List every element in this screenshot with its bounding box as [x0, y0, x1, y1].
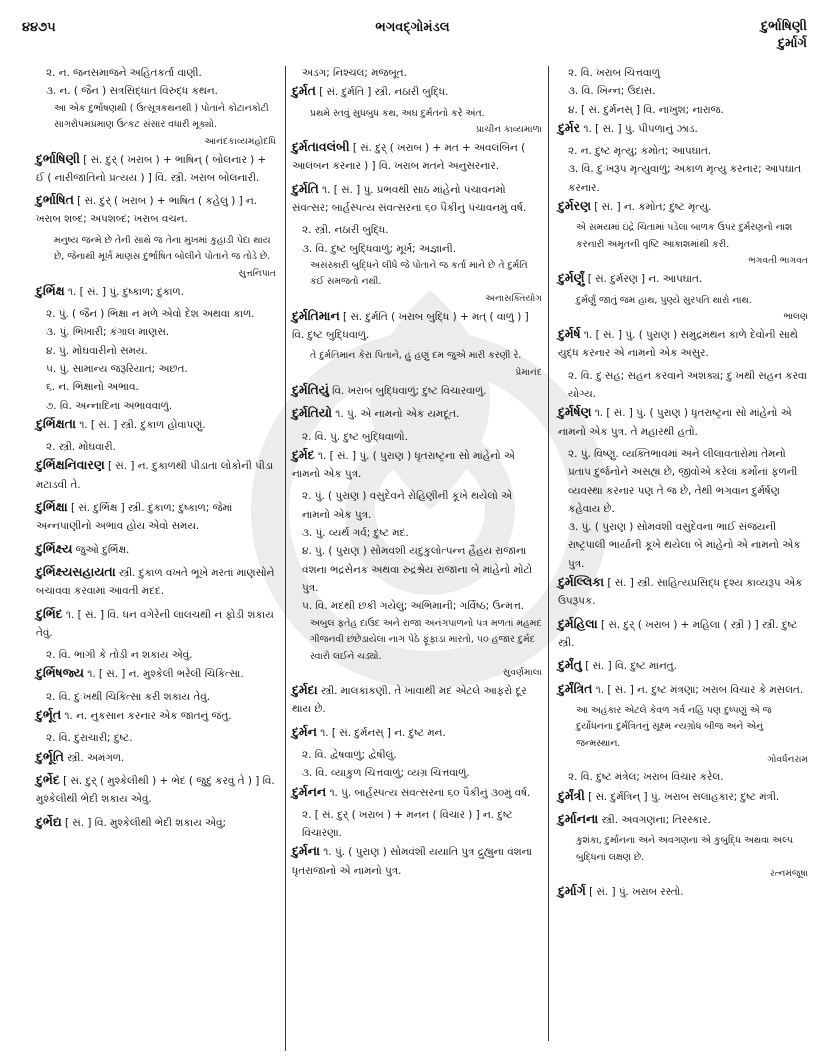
definition-sense: ૪. [ સં. દુર્મનસ્ ] વિ. નાખુશ; નારાજ.	[568, 103, 724, 116]
definition-sense: ૨. વિ. દુઃખથી ચિકિત્સા કરી શકાય તેવું.	[46, 690, 211, 703]
definition-sense: ૨. સ્ત્રી. નઠારી બુદ્ધિ.	[302, 224, 389, 237]
definition-sense: ૨. ન. દુષ્ટ મૃત્યુ; કમોત; આપઘાત.	[568, 145, 712, 158]
headword: દુર્મતાવલંબી	[292, 139, 350, 155]
dictionary-entry	[558, 325, 808, 363]
headword: દુર્ભેદ્ય	[36, 813, 62, 829]
dictionary-entry	[292, 138, 542, 176]
headword: દુર્ભિક્ષ્ય	[36, 540, 73, 556]
usage-quote: મનુષ્ય જન્મે છે તેની સાથે જ તેના મુખમાં કુહાડી પેદા થાય છે, જેનાથી મૂર્ખ માણસ દુર્ભાષિત બોલીને પોતાને જ તોડે છે.	[54, 234, 271, 263]
headword: દુર્મન	[292, 723, 317, 739]
definition: ૧. પું. એ નામનો એક યમદૂત.	[335, 408, 460, 421]
guide-word-first: દુર્ભાષિણી	[760, 19, 807, 34]
definition: ૧. [ સં. ] પું. દુષ્કાળ; દુકાળ.	[67, 285, 184, 298]
dictionary-entry	[558, 810, 808, 829]
usage-quote: કુશંકા, દુર્માનના અને અવગણના એ કુબુદ્ધિ અથવા અલ્પ બુદ્ધિનાં લક્ષણ છે.	[576, 835, 794, 863]
definition: [ સં. દુર્ ( ખરાબ ) + ભાષિત ( કહેલું ) ] ન. ખરાબ શબ્દ; અપશબ્દ; ખરાબ વચન.	[36, 195, 258, 226]
definition: વિ. ખરાબ બુદ્ધિવાળું; દુષ્ટ વિચારવાળું.	[332, 384, 487, 397]
definition-sense: ૫. પું. સામાન્ય જરૂરિયાત; અછત.	[46, 362, 188, 375]
definition: [ સં. દુર્મતિ ( ખરાબ બુદ્ધિ ) + મત્ ( વાળું ) ] વિ. દુષ્ટ બુદ્ધિવાળું.	[292, 310, 529, 342]
definition: ૧. પું. ( પુરાણ ) સોમવંશી યયાતિ પુત્ર દ્રુહ્યુના વંશના ધૃતરાજાનો એ નામનો પુત્ર.	[292, 846, 532, 877]
column-1	[36, 64, 276, 836]
headword: દુર્મતિયું	[292, 381, 329, 397]
definition: ૧. [ સં. ] વિ. ધન વગેરેની લાલચથી ન ફોડી શકાય તેવું.	[36, 608, 274, 639]
dictionary-entry	[558, 787, 808, 806]
definition-sense: ૩. પું. ( પુરાણ ) સોમવંશી વસુદેવના ભાઈ સંજયની રાષ્ટ્રપાલી ભાર્યાની કૂખે થયેલા બે માંહેનો એ નામનો એક પુત્ર.	[568, 521, 801, 570]
headword: દુર્ભેદ	[36, 771, 60, 787]
definition: ૧. [ સં. ] પું. ( પુરાણ ) ધૃતરાષ્ટ્રના સો માંહેનો એ નામનો એક પુત્ર. તે મહારથી હતો.	[558, 407, 792, 438]
headword: દુર્મંત્રિત	[558, 680, 593, 696]
definition-sense: ૨. પું. વિષ્ણુ. વ્યક્તિભાવમાં અને લીલાવતારોમાં તેમનો પ્રતાપ દુર્જનોને અસહ્ય છે, જીવોએ કરેલાં કર્મોનાં ફળની વ્યવસ્થા કરનાર પણ તે જ છે, તેથી ભગવાન દુર્મર્ષણ કહેવાય છે.	[568, 447, 798, 515]
headword: દુર્મનન	[292, 783, 327, 799]
dictionary-entry	[558, 882, 808, 901]
definition: [ સં. દુર્ ( ખરાબ ) + મહિલા ( સ્ત્રી ) ] સ્ત્રી. દુષ્ટ સ્ત્રી.	[558, 618, 798, 649]
headword: દુર્ભિક્ષતા	[36, 415, 76, 431]
usage-quote: એ સમયમાં ઇંદ્રે ચિતામાં પડેલા બાળક ઉપર દુર્મરણનો નાશ કરનારી અમૃતની વૃષ્ટિ આકાશમાંથી કરી.	[576, 222, 793, 250]
definition-sense: ૩. વિ. દુષ્ટ બુદ્ધિવાળું; મૂર્ખ; અજ્ઞાની.	[302, 242, 457, 255]
definition: ૧. [ સં. ] પું. પ્રભવથી સાઠ માંહેનો પંચાવનમો સંવત્સર; બાર્હસ્પત્ય સંવત્સરનાં ૬૦ પૈકીનું પંચાવનમું વર્ષ.	[292, 183, 527, 214]
definition: સ્ત્રી. અમંગળ.	[67, 751, 125, 764]
quote-source: ગોવર્ધનરામ	[767, 754, 808, 766]
quote-source: સુવર્ણમાલા	[502, 667, 542, 679]
dictionary-entry	[36, 282, 276, 301]
page-header	[0, 0, 825, 58]
page-number: ૪૪૭૫	[22, 20, 56, 35]
dictionary-entry	[558, 197, 808, 216]
quote-source: રત્નમંજૂષા	[770, 868, 808, 880]
quote-source: પ્રેમાનંદ	[515, 366, 542, 378]
dictionary-entry	[36, 498, 276, 536]
definition-sense: ૨. પું. ( પુરાણ ) વસુદેવને રોહિણીની કૂખે થયેલો એ નામનો એક પુત્ર.	[302, 490, 513, 521]
headword: દુર્મર	[558, 119, 581, 135]
definition-sense: અડગ; નિશ્ચલ; મજબૂત.	[302, 67, 407, 79]
dictionary-entry	[292, 404, 542, 423]
definition-sense: ૭. વિ. અન્નાદિના અભાવવાળું.	[46, 399, 173, 412]
column-divider	[285, 66, 286, 1051]
dictionary-entry	[292, 681, 542, 719]
headword: દુર્મત	[292, 83, 316, 99]
definition: સ્ત્રી. અવગણના; તિરસ્કાર.	[601, 813, 711, 826]
headword: દુર્મરણ	[558, 198, 591, 214]
definition: [ સં. ] સ્ત્રી. સાહિત્યપ્રસિદ્ધ દૃશ્ય કાવ્યરૂપ એક ઉપરૂપક.	[558, 577, 803, 608]
definition: ૧. [ સં. દુર્મનસ્ ] ન. દુષ્ટ મન.	[320, 726, 446, 739]
definition-sense: ૫. વિ. મદથી છકી ગયેલું; અભિમાની; ગર્વિષ્ઠ; ઉન્મત્ત.	[302, 600, 525, 613]
dictionary-entry	[292, 307, 542, 345]
dictionary-entry	[558, 573, 808, 611]
definition-sense: ૬. ન. ભિક્ષાનો અભાવ.	[46, 381, 139, 394]
headword: દુર્મના	[292, 843, 320, 859]
definition: [ સં. ] ન. કમોત; દુષ્ટ મૃત્યુ.	[594, 201, 712, 214]
definition-sense: ૩. ન. ( જૈન ) સત્રસિદ્ધાંત વિરુદ્ધ કથન.	[46, 85, 218, 98]
dictionary-entry	[558, 269, 808, 288]
dictionary-entry	[36, 664, 276, 683]
dictionary-entry	[292, 381, 542, 400]
headword: દુર્મદ	[292, 446, 315, 462]
dictionary-entry	[558, 680, 808, 699]
definition-sense: ૨. વિ. ખરાબ ચિત્તવાળું	[568, 67, 660, 79]
headword: દુર્માર્ગ	[558, 883, 586, 899]
definition: ૧. [ સં. ] પું. ( પુરાણ ) ધૃતરાષ્ટ્રના સો માંહેનો એ નામનો એક પુત્ર.	[292, 449, 515, 481]
quote-source: ભાલણ	[783, 311, 808, 323]
dictionary-entry	[292, 446, 542, 484]
dictionary-entry	[36, 415, 276, 434]
definition-sense: ૨. સ્ત્રી. મોંઘવારી.	[46, 441, 116, 454]
dictionary-entry	[292, 82, 542, 101]
column-2	[292, 64, 542, 884]
headword: દુર્ભાષિત	[36, 192, 74, 208]
dictionary-entry	[36, 706, 276, 725]
headword: દુર્મર્ણું	[558, 270, 585, 286]
definition-sense: ૩. પું. વ્યર્થ ગર્વ; દુષ્ટ મદ.	[302, 527, 409, 540]
definition-sense: ૨. વિ. પું. દુષ્ટ બુદ્ધિવાળો.	[302, 430, 408, 443]
definition: [ સં. દુર્ ( ખરાબ ) + મત + અવલંબિન ( આલંબન કરનાર ) ] વિ. ખરાબ મતને અનુસરનાર.	[292, 142, 526, 173]
headword: દુર્ભિક્ષા	[36, 499, 68, 515]
headword: દુર્મતિ	[292, 180, 319, 196]
quote-source: સુત્તનિપાત	[238, 267, 276, 279]
headword: દુર્મલ્લિકા	[558, 574, 605, 590]
definition: [ સં. દુર્ ( ખરાબ ) + ભાષિન્ ( બોલનાર ) + ઈ ( નારીજાતિનો પ્રત્યય ) ] વિ. સ્ત્રી. ખરાબ બોલનારી.	[36, 153, 267, 184]
headword: દુર્મદા	[292, 682, 318, 698]
headword: દુર્ભિક્ષ્યસહાયતા	[36, 563, 116, 579]
definition: ૧. [ સં. ] પું. ( પુરાણ ) સમુદ્રમંથન કાળે દેવોની સાથે યુદ્ધ કરનાર એ નામનો એક અસુર.	[558, 329, 798, 360]
definition-sense: ૩. વિ. દુઃખરૂપ મૃત્યુવાળું; અકાળ મૃત્યુ કરનાર; આપઘાત કરનાર.	[568, 163, 802, 194]
definition: ૧. [ સં. ] ન. મુશ્કેલી ભરેલી ચિકિત્સા.	[87, 668, 244, 681]
quote-source: આનંદકાવ્યમહોદધિ	[204, 135, 276, 147]
headword: દુર્મતિમાન	[292, 307, 340, 323]
headword: દુર્મહિલા	[558, 615, 598, 631]
dictionary-entry	[36, 150, 276, 188]
definition-sense: ૨. વિ. દ્વેષવાળું; દ્વેષીલું.	[302, 748, 397, 761]
column-divider	[548, 66, 549, 1041]
usage-quote: અબુલ ફતેહ દાઉદ અને રાજા અનંગપાળનો પત્ર મળતાં મહમદ ગીજનવી છંછેડાયેલા નાગ પેઠે ફૂંફાડા મારતો, ૫૦ હજાર દુર્મદ સ્વારો લઈને ચડ્યો.	[310, 617, 542, 662]
dictionary-entry	[292, 783, 542, 802]
usage-quote: આ એક દુર્ભાષણથી ( ઉત્સૂત્રકથનથી ) પોતાને કોટાનકોટી સાગરોપમપ્રમાણ ઉત્કટ સંસાર વધારી મૂક્યો.	[54, 102, 269, 131]
definition-sense: ૨. વિ. દુરાચારી; દુષ્ટ.	[46, 732, 133, 745]
headword: દુર્ભિષજ્ય	[36, 665, 84, 681]
book-title: ભગવદ્ગોમંડલ	[375, 20, 450, 35]
dictionary-entry	[36, 748, 276, 767]
dictionary-entry	[36, 563, 276, 601]
definition: [ સં. દુર્મરણ ] ન. આપઘાત.	[587, 273, 703, 286]
quote-source: ભગવતી ભાગવત	[748, 255, 808, 267]
usage-quote: તે દુર્મતિમાન કેરા પિતાને, હું હણું દમ જુએ મારી કરણી રે.	[310, 350, 522, 362]
dictionary-entry	[36, 813, 276, 832]
column-3	[558, 64, 808, 906]
dictionary-entry	[292, 723, 542, 742]
definition: [ સં. દુર્મતિ ] સ્ત્રી. નઠારી બુદ્ધિ.	[319, 86, 449, 99]
dictionary-entry	[36, 605, 276, 643]
headword: દુર્ભિદ	[36, 605, 63, 621]
definition: [ સં. દુર્મંત્રિન્ ] પું. ખરાબ સલાહકાર; દુષ્ટ મંત્રી.	[588, 790, 780, 803]
usage-quote: દુર્મર્ણું જાતું જમ હાથ, પુણ્યે સુરપતિ થારો નાથ.	[576, 294, 752, 306]
definition-sense: ૪. પું. ( પુરાણ ) સોમવંશી યદુકુલોત્પન્ન હૈહય રાજાના વંશના ભદ્રસેનક અથવા રુદ્રશ્રેય રાજાના બે માંહેનો મોટો પુત્ર.	[302, 545, 533, 594]
headword: દુર્ભૂતિ	[36, 748, 64, 764]
definition: [ સં. ] પું. ખરાબ રસ્તો.	[589, 886, 684, 899]
dictionary-entry	[558, 119, 808, 138]
definition-sense: ૨. વિ. દુષ્ટ મંત્રેલ; ખરાબ વિચાર કરેલ.	[568, 771, 724, 784]
definition-sense: ૩. વિ. વ્યાકુળ ચિત્તવાળું; વ્યગ્ર ચિત્તવાળું.	[302, 767, 470, 780]
definition: [ સં. ] વિ. મુશ્કેલીથી ભેદી શકાય એવું;	[64, 816, 226, 829]
headword: દુર્મર્ષ	[558, 326, 581, 342]
definition-sense: ૨. ન. જનસમાજને અહિતકર્તા વાણી.	[46, 67, 202, 79]
headword: દુર્મંત્રી	[558, 787, 585, 803]
usage-quote: પ્રથમે સ્તવું સુધબુધ કંથ, અઘ દુર્મતનો કરે અંત.	[310, 107, 485, 119]
definition: ૧. [ સં. ] સ્ત્રી. દુકાળ હોવાપણું.	[79, 418, 206, 431]
quote-source: પ્રાચીન કાવ્યમાળા	[476, 124, 542, 136]
definition: [ સં. ] ન. દુકાળથી પીડાતા લોકોની પીડા મટાડવી તે.	[36, 460, 274, 491]
definition: ૧. [ સં. ] ન. દુષ્ટ મંત્રણા; ખરાબ વિચાર કે મસલત.	[595, 683, 804, 696]
headword: દુર્ભાષિણી	[36, 150, 80, 166]
dictionary-entry	[36, 191, 276, 229]
definition-sense: ૩. વિ. ખિન્ન; ઉદાસ.	[568, 85, 656, 98]
definition-sense: ૪. પું. મોંઘવારીનો સમય.	[46, 344, 148, 357]
headword: દુર્ભિક્ષનિવારણ	[36, 457, 105, 473]
definition: જુઓ દુર્ભિક્ષ.	[75, 543, 130, 556]
dictionary-entry	[36, 456, 276, 494]
definition-sense: ૨. વિ. ભાંગી કે તોડી ન શકાય એવું.	[46, 649, 193, 662]
dictionary-entry	[558, 656, 808, 675]
definition: સ્ત્રી. માલકાંકણી. તે ખાવાથી મદ એટલે આફરો દૂર થાય છે.	[292, 685, 527, 716]
definition-sense: ૩. પું. ભિખારી; કંગાલ માણસ.	[46, 326, 170, 339]
definition: ૧. [ સં. ] પું. પીપળાનું ઝાડ.	[583, 122, 698, 135]
headword: દુર્મતિયો	[292, 405, 332, 421]
dictionary-entry	[558, 403, 808, 441]
definition: [ સં. દુર્ભિક્ષ ] સ્ત્રી. દુકાળ; દુષ્કાળ; જેમાં અન્નપાણીનો અભાવ હોય એવો સમય.	[36, 502, 233, 533]
guide-words	[761, 18, 807, 52]
headword: દુર્મર્ષણ	[558, 404, 592, 420]
definition-sense: ૨. [ સં. દુર્ ( ખરાબ ) + મનન ( વિચાર ) ] ન. દુષ્ટ વિચારણા.	[302, 808, 513, 840]
definition: [ સં. ] વિ. દુષ્ટ માનતુ.	[585, 660, 677, 673]
guide-word-last: દુર્માર્ગ	[777, 36, 807, 51]
quote-source: અનાસક્તિયોગ	[485, 292, 542, 304]
dictionary-entry	[292, 842, 542, 880]
definition: સ્ત્રી. દુકાળ વખતે ભૂખે મરતાં માણસોને બચાવવા કરવામાં આવતી મદદ.	[36, 566, 275, 598]
usage-quote: અસંસ્કારી બુદ્ધિને લીધે જે પોતાને જ કર્તા માને છે તે દુર્મતિ કંઈ સમજતો નથી.	[310, 259, 528, 288]
definition-sense: ૨. વિ. દુઃસહ; સહન કરવાને અશક્ય; દુઃખથી સહન કરવા યોગ્ય.	[568, 369, 807, 401]
dictionary-entry	[292, 180, 542, 218]
headword: દુર્ભૂત	[36, 707, 62, 723]
headword: દુર્મંતુ	[558, 657, 582, 673]
dictionary-entry	[558, 615, 808, 653]
definition: [ સં. દુર્ ( મુશ્કેલીથી ) + ભેદ ( જુદું કરવું તે ) ] વિ. મુશ્કેલીથી ભેદી શકાય એવું.	[36, 774, 275, 806]
dictionary-entry	[36, 771, 276, 809]
usage-quote: આ અહંકાર એટલે કેવળ ગર્વ નહિ પણ દુષ્પણું એ જ દુર્યોધનના દુર્મંત્રિતનું સૂક્ષ્મ ન્યગ્રોધ બીજ અને એનું જન્મસ્થાન.	[576, 704, 772, 749]
definition: ૧. પું. બાર્હસ્પત્ય સંવત્સરનાં ૬૦ પૈકીનું ૩૦મું વર્ષ.	[329, 786, 531, 799]
definition: ૧. ન. નુકસાન કરનાર એક જાતનું જંતુ.	[64, 710, 232, 723]
definition-sense: ૨. પું. ( જૈન ) ભિક્ષા ન મળે એવો દેશ અથવા કાળ.	[46, 308, 255, 321]
dictionary-entry	[36, 540, 276, 559]
headword: દુર્માનના	[558, 810, 599, 826]
headword: દુર્ભિક્ષ	[36, 282, 65, 298]
